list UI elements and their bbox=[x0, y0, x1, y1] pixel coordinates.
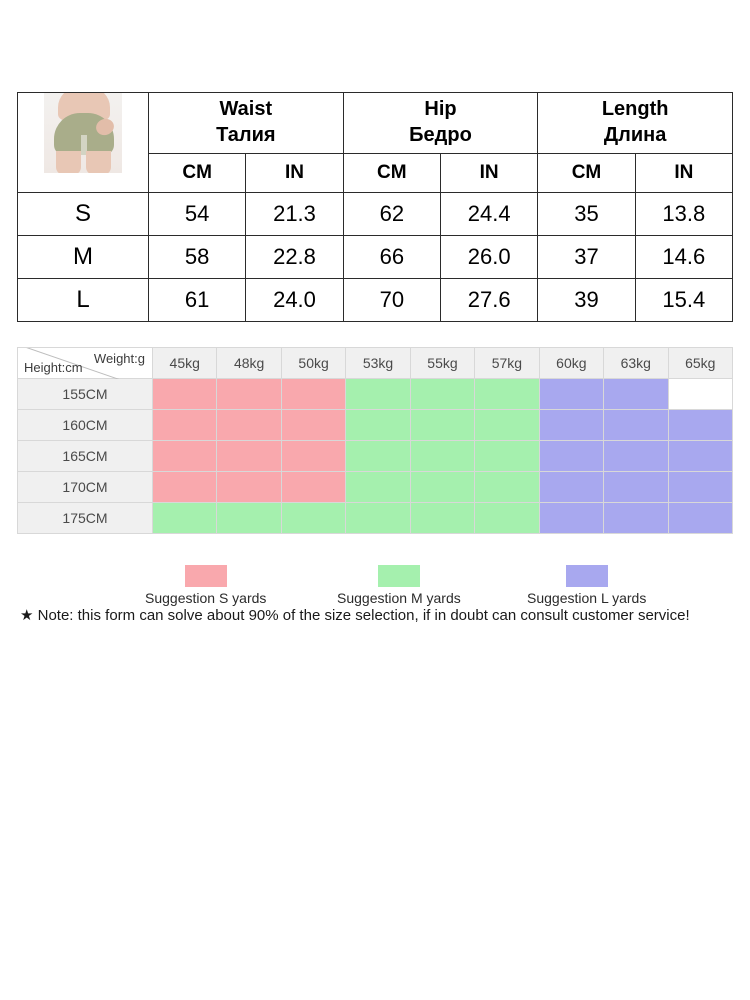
grid-cell-l bbox=[539, 410, 603, 441]
unit-header-hip-cm: CM bbox=[343, 154, 440, 193]
legend-swatch-l bbox=[566, 565, 608, 587]
grid-cell-m bbox=[475, 379, 539, 410]
group-label-en: Hip bbox=[424, 98, 457, 121]
table-row bbox=[18, 279, 733, 322]
grid-cell-m bbox=[475, 472, 539, 503]
cell-waist-cm: 58 bbox=[149, 236, 246, 279]
cell-hip-in: 27.6 bbox=[440, 279, 537, 322]
height-row-header: 170CM bbox=[18, 472, 153, 503]
cell-hip-cm: 62 bbox=[343, 193, 440, 236]
grid-cell-m bbox=[346, 503, 410, 534]
grid-cell-l bbox=[539, 379, 603, 410]
product-thumbnail bbox=[18, 93, 149, 193]
height-axis-label: Height:cm bbox=[24, 360, 83, 375]
unit-header-waist-in: IN bbox=[246, 154, 343, 193]
row-size-label: S bbox=[18, 193, 149, 236]
group-label-ru: Длина bbox=[603, 124, 667, 146]
grid-cell-m bbox=[410, 503, 474, 534]
grid-cell-m bbox=[410, 441, 474, 472]
cell-waist-cm: 61 bbox=[149, 279, 246, 322]
height-row-header: 155CM bbox=[18, 379, 153, 410]
star-icon: ★ bbox=[20, 607, 34, 624]
cell-length-in: 15.4 bbox=[635, 279, 732, 322]
row-size-label: L bbox=[18, 279, 149, 322]
row-size-label: M bbox=[18, 236, 149, 279]
overlay-letter-l: L bbox=[617, 757, 669, 859]
shorts-product-image bbox=[18, 93, 148, 173]
cell-waist-in: 21.3 bbox=[246, 193, 343, 236]
unit-header-length-cm: CM bbox=[538, 154, 635, 193]
unit-header-waist-cm: CM bbox=[149, 154, 246, 193]
table-row bbox=[18, 193, 733, 236]
weight-axis-label: Weight:g bbox=[93, 351, 145, 366]
grid-cell-l bbox=[668, 472, 733, 503]
grid-cell-s bbox=[217, 441, 281, 472]
grid-header-row bbox=[18, 348, 733, 379]
grid-cell-m bbox=[346, 379, 410, 410]
cell-length-cm: 35 bbox=[538, 193, 635, 236]
grid-cell-s bbox=[281, 410, 345, 441]
grid-cell-m bbox=[153, 503, 217, 534]
grid-cell-s bbox=[153, 441, 217, 472]
grid-row bbox=[18, 441, 733, 472]
grid-cell-m bbox=[475, 503, 539, 534]
height-row-header: 160CM bbox=[18, 410, 153, 441]
grid-cell-none bbox=[668, 379, 733, 410]
unit-header-hip-in: IN bbox=[440, 154, 537, 193]
group-label-en: Length bbox=[601, 98, 669, 121]
weight-column-header: 50kg bbox=[281, 348, 345, 379]
grid-cell-l bbox=[539, 441, 603, 472]
grid-cell-s bbox=[281, 441, 345, 472]
note-text bbox=[20, 606, 690, 624]
legend-item-s bbox=[145, 565, 266, 606]
height-row-header: 165CM bbox=[18, 441, 153, 472]
table-row-header-groups bbox=[18, 93, 733, 154]
grid-cell-s bbox=[217, 379, 281, 410]
grid-cell-m bbox=[346, 410, 410, 441]
grid-row bbox=[18, 379, 733, 410]
weight-column-header: 53kg bbox=[346, 348, 410, 379]
grid-cell-m bbox=[410, 410, 474, 441]
cell-length-cm: 37 bbox=[538, 236, 635, 279]
grid-cell-l bbox=[604, 410, 668, 441]
column-group-hip bbox=[343, 93, 538, 154]
weight-column-header: 63kg bbox=[604, 348, 668, 379]
grid-cell-l bbox=[604, 503, 668, 534]
legend-item-l bbox=[527, 565, 646, 606]
cell-hip-cm: 66 bbox=[343, 236, 440, 279]
grid-cell-m bbox=[281, 503, 345, 534]
cell-length-in: 13.8 bbox=[635, 193, 732, 236]
grid-cell-m bbox=[475, 410, 539, 441]
grid-cell-m bbox=[346, 441, 410, 472]
column-group-length bbox=[538, 93, 733, 154]
legend-label-s: Suggestion S yards bbox=[145, 590, 267, 606]
group-label-ru: Талия bbox=[216, 124, 276, 146]
legend-label-l: Suggestion L yards bbox=[527, 590, 647, 606]
weight-column-header: 65kg bbox=[668, 348, 733, 379]
size-chart-table bbox=[17, 92, 733, 322]
grid-cell-l bbox=[668, 410, 733, 441]
grid-cell-s bbox=[153, 379, 217, 410]
cell-hip-in: 26.0 bbox=[440, 236, 537, 279]
grid-cell-l bbox=[668, 441, 733, 472]
weight-column-header: 48kg bbox=[217, 348, 281, 379]
legend-label-m: Suggestion M yards bbox=[337, 590, 461, 606]
grid-cell-m bbox=[346, 472, 410, 503]
note-body: Note: this form can solve about 90% of the size selection, if in doubt can consult customer service! bbox=[37, 607, 690, 624]
cell-length-in: 14.6 bbox=[635, 236, 732, 279]
grid-cell-m bbox=[410, 472, 474, 503]
grid-cell-l bbox=[539, 472, 603, 503]
weight-column-header: 45kg bbox=[153, 348, 217, 379]
grid-corner-cell bbox=[18, 348, 153, 379]
grid-cell-l bbox=[668, 503, 733, 534]
grid-cell-l bbox=[604, 379, 668, 410]
grid-row bbox=[18, 410, 733, 441]
grid-cell-s bbox=[217, 472, 281, 503]
unit-header-length-in: IN bbox=[635, 154, 732, 193]
weight-column-header: 57kg bbox=[475, 348, 539, 379]
grid-cell-l bbox=[604, 441, 668, 472]
cell-waist-cm: 54 bbox=[149, 193, 246, 236]
grid-cell-s bbox=[281, 379, 345, 410]
column-group-waist bbox=[149, 93, 344, 154]
cell-hip-cm: 70 bbox=[343, 279, 440, 322]
legend-swatch-s bbox=[185, 565, 227, 587]
grid-cell-s bbox=[153, 410, 217, 441]
grid-row bbox=[18, 503, 733, 534]
group-label-en: Waist bbox=[219, 98, 273, 121]
table-row bbox=[18, 236, 733, 279]
grid-cell-s bbox=[153, 472, 217, 503]
grid-cell-s bbox=[217, 410, 281, 441]
height-row-header: 175CM bbox=[18, 503, 153, 534]
grid-cell-m bbox=[410, 379, 474, 410]
cell-hip-in: 24.4 bbox=[440, 193, 537, 236]
legend-swatch-m bbox=[378, 565, 420, 587]
grid-cell-l bbox=[604, 472, 668, 503]
cell-length-cm: 39 bbox=[538, 279, 635, 322]
group-label-ru: Бедро bbox=[409, 124, 472, 146]
grid-cell-m bbox=[475, 441, 539, 472]
legend bbox=[17, 565, 733, 605]
grid-cell-l bbox=[539, 503, 603, 534]
overlay-letter-s: S bbox=[233, 757, 295, 859]
cell-waist-in: 24.0 bbox=[246, 279, 343, 322]
weight-column-header: 55kg bbox=[410, 348, 474, 379]
grid-cell-m bbox=[217, 503, 281, 534]
grid-row bbox=[18, 472, 733, 503]
overlay-letter-m: M bbox=[397, 757, 474, 859]
weight-column-header: 60kg bbox=[539, 348, 603, 379]
grid-cell-s bbox=[281, 472, 345, 503]
cell-waist-in: 22.8 bbox=[246, 236, 343, 279]
legend-item-m bbox=[337, 565, 461, 606]
